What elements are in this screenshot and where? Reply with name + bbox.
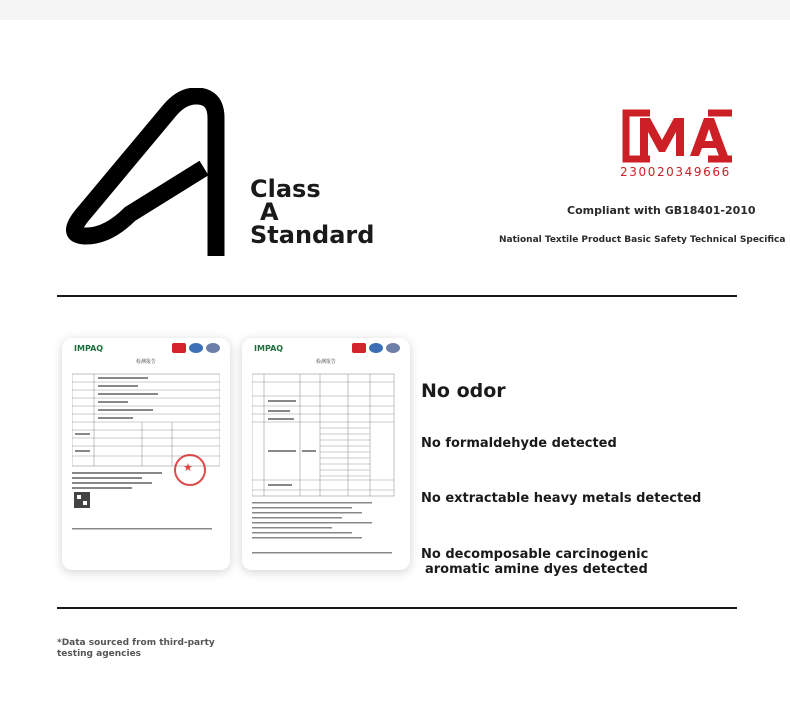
report-brand: IMPAQ [74,344,104,353]
claim-no-odor: No odor [421,380,506,402]
footnote-line2: testing agencies [57,649,142,659]
divider-top [57,295,737,297]
report-brand: IMPAQ [254,344,284,353]
footnote-line1: *Data sourced from third-party [57,638,215,648]
report-badges [172,343,220,355]
cma-number: 230020349666 [620,165,731,179]
class-label-line1: Class [250,175,321,203]
class-a-standard-label [250,175,375,249]
test-report-image-2 [242,338,410,570]
claim-amine-line1: No decomposable carcinogenic [421,547,649,562]
test-report-image-1 [62,338,230,570]
claim-no-amine-dyes [421,547,648,577]
claim-no-heavy-metals: No extractable heavy metals detected [421,491,702,506]
data-source-footnote [57,638,215,660]
report-seal-icon [174,454,206,486]
divider-bottom [57,607,737,609]
cnas-mini-icon [206,343,220,353]
cma-logo-icon [620,108,738,164]
compliant-text: Compliant with GB18401-2010 [567,204,756,217]
class-label-line2: A [260,198,279,226]
top-bar [0,0,790,20]
report-title: 检测报告 [135,359,156,365]
report-table-graphic [252,366,400,562]
class-a-logo-icon [56,88,246,258]
claim-no-formaldehyde: No formaldehyde detected [421,436,617,451]
national-standard-text: National Textile Product Basic Safety Technical Specifica [499,235,786,245]
ilac-mini-icon [189,343,203,353]
cma-mini-icon [172,343,186,353]
ilac-mini-icon [369,343,383,353]
class-label-line3: Standard [250,221,375,249]
report-badges [352,343,400,355]
report-title: 检测报告 [315,359,336,365]
cma-mini-icon [352,343,366,353]
cnas-mini-icon [386,343,400,353]
claim-amine-line2: aromatic amine dyes detected [425,562,648,577]
